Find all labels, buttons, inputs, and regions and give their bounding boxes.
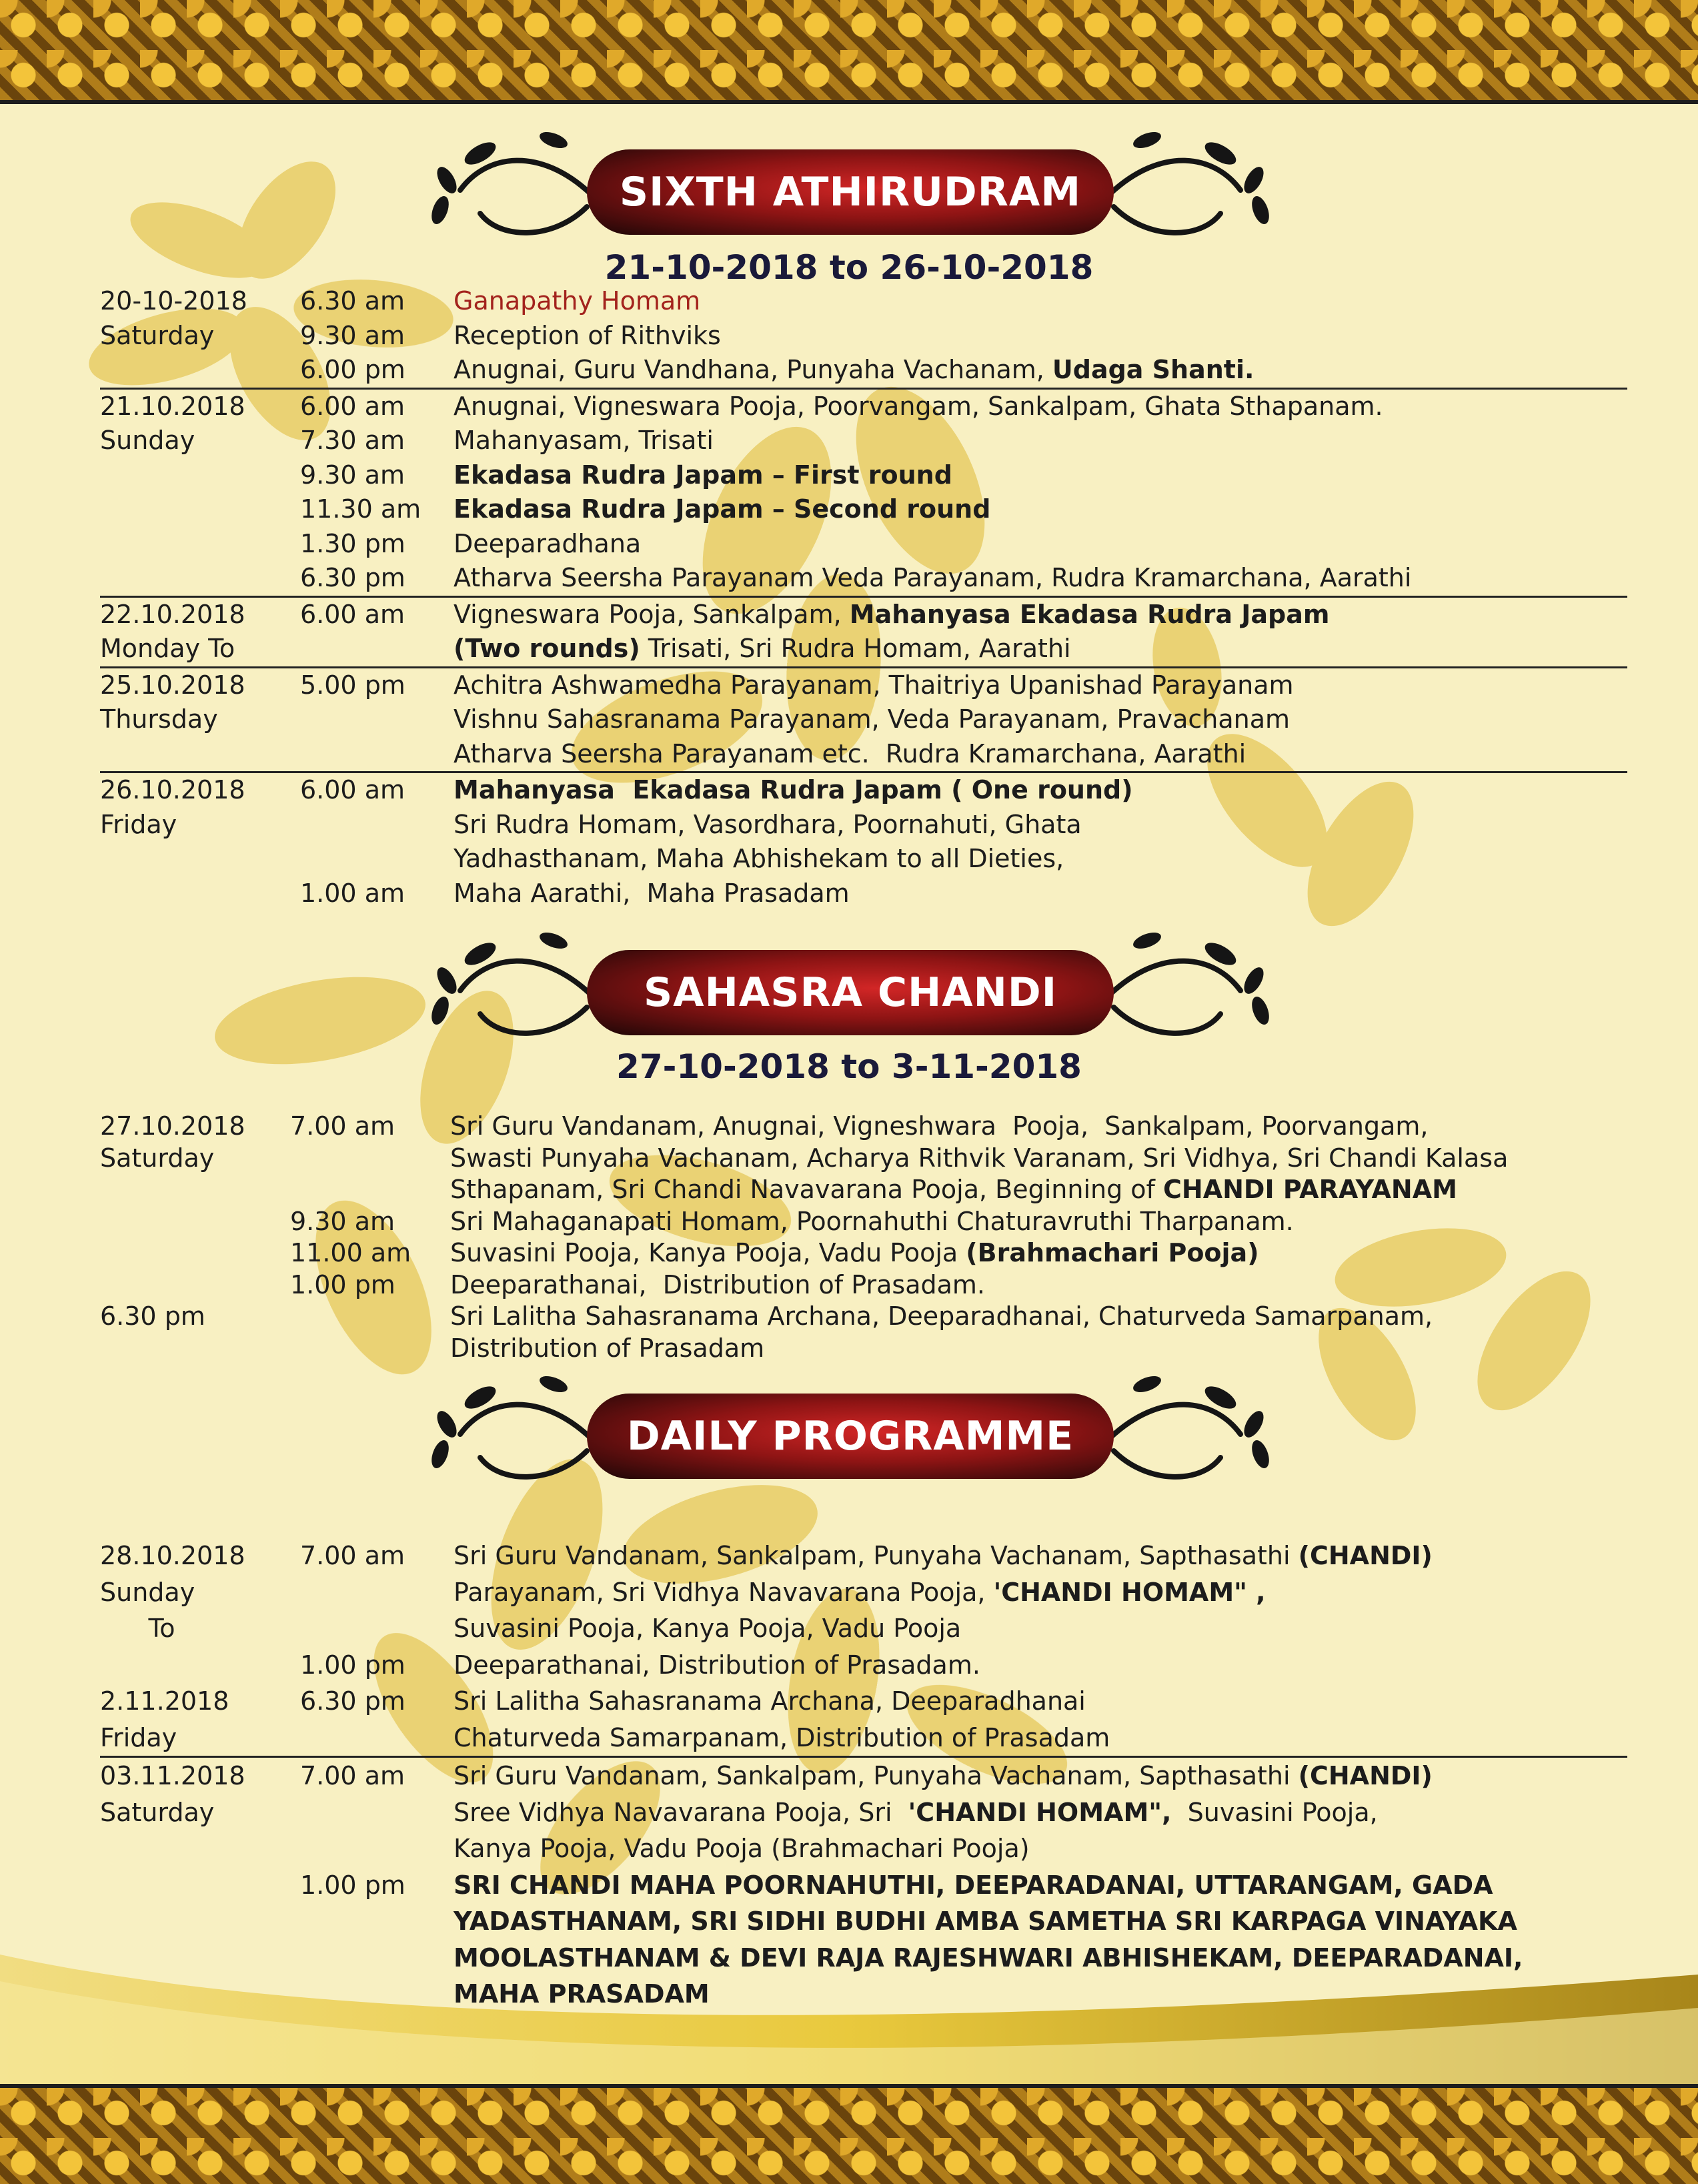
description-text: Sree Vidhya Navavarana Pooja, Sri [454, 1797, 908, 1827]
schedule-description [454, 1940, 1627, 1977]
schedule-row [100, 1111, 1627, 1143]
schedule-day: 27.10.2018 [100, 1111, 245, 1141]
schedule-row [100, 596, 1627, 632]
schedule-day: Saturday [100, 1797, 215, 1827]
schedule-description [454, 877, 1627, 911]
description-text: Vishnu Sahasranama Parayanam, Veda Parayanam, Pravachanam [454, 704, 1291, 734]
schedule-row [100, 1976, 1627, 2013]
schedule-row [100, 284, 1627, 319]
schedule-row [100, 808, 1627, 843]
schedule-row [100, 424, 1627, 458]
schedule-description [454, 1830, 1627, 1867]
description-text: Ekadasa Rudra Japam – Second round [454, 494, 991, 524]
description-text: Mahanyasa Ekadasa Rudra Japam [849, 599, 1330, 629]
description-text: Suvasini Pooja, Kanya Pooja, Vadu Pooja [450, 1238, 966, 1267]
schedule-description [454, 390, 1627, 424]
schedule-time: 6.30 pm [300, 563, 405, 592]
schedule-description [454, 702, 1627, 737]
schedule-description [454, 284, 1627, 319]
description-text: 'CHANDI HOMAM" , [993, 1577, 1266, 1607]
schedule-row [100, 458, 1627, 493]
description-text: Sri Guru Vandanam, Anugnai, Vigneshwara Pooja, Sankalpam, Poorvangam, [450, 1111, 1429, 1141]
schedule-description [454, 1976, 1627, 2013]
schedule-row [100, 388, 1627, 424]
schedule-row [100, 1867, 1627, 1904]
schedule-row [100, 353, 1627, 388]
sahasra-date-range: 27-10-2018 to 3-11-2018 [616, 1047, 1082, 1086]
schedule-day: 03.11.2018 [100, 1761, 245, 1790]
schedule-description [450, 1206, 1627, 1238]
schedule-day: To [100, 1614, 175, 1643]
schedule-row [100, 632, 1627, 666]
schedule-row [100, 1756, 1627, 1794]
schedule-description [454, 808, 1627, 843]
schedule-row [100, 1610, 1627, 1647]
schedule-description [454, 1647, 1627, 1684]
schedule-description [454, 598, 1627, 632]
schedule-time: 6.00 am [300, 599, 405, 629]
schedule-time: 7.00 am [300, 1541, 405, 1570]
schedule-row [100, 561, 1627, 596]
description-text: MOOLASTHANAM & DEVI RAJA RAJESHWARI ABHISHEKAM, DEEPARADANAI, [454, 1943, 1523, 1973]
schedule-description [454, 353, 1627, 388]
schedule-row [100, 1143, 1627, 1175]
description-text: Maha Aarathi, Maha Prasadam [454, 878, 850, 908]
description-text: Sri Lalitha Sahasranama Archana, Deeparadhanai, Chaturveda Samarpanam, [450, 1301, 1433, 1331]
schedule-day: Saturday [100, 320, 215, 350]
description-text: Vigneswara Pooja, Sankalpam, [454, 599, 850, 629]
athirudram-schedule [100, 284, 1627, 911]
schedule-row [100, 877, 1627, 911]
schedule-description [454, 1720, 1627, 1756]
ornamental-border-top [0, 0, 1698, 104]
schedule-row [100, 1269, 1627, 1301]
schedule-time: 1.00 am [300, 878, 405, 908]
schedule-description [454, 773, 1627, 808]
description-text: Parayanam, Sri Vidhya Navavarana Pooja, [454, 1577, 994, 1607]
description-text: Swasti Punyaha Vachanam, Acharya Rithvik Varanam, Sri Vidhya, Sri Chandi Kalasa [450, 1143, 1509, 1173]
schedule-day: Friday [100, 1722, 177, 1752]
description-text: Ganapathy Homam [454, 286, 701, 316]
description-text: Atharva Seersha Parayanam Veda Parayanam, Rudra Kramarchana, Aarathi [454, 563, 1412, 592]
description-text: Anugnai, Guru Vandhana, Punyaha Vachanam, [454, 355, 1052, 384]
schedule-description [454, 1683, 1627, 1720]
description-text: Sri Lalitha Sahasranama Archana, Deeparadhanai [454, 1686, 1086, 1716]
schedule-row [100, 1830, 1627, 1867]
description-text: Mahanyasam, Trisati [454, 426, 714, 455]
schedule-time: 9.30 am [300, 320, 405, 350]
schedule-description [450, 1174, 1627, 1206]
daily-header [420, 1371, 1281, 1484]
daily-title: DAILY PROGRAMME [626, 1413, 1074, 1460]
schedule-time: 11.30 am [300, 494, 421, 524]
description-text: Suvasini Pooja, Kanya Pooja, Vadu Pooja [454, 1614, 962, 1643]
schedule-day: 2.11.2018 [100, 1686, 229, 1716]
description-text: Deeparadhana [454, 528, 642, 558]
schedule-day: 6.30 pm [100, 1301, 205, 1331]
schedule-day: 25.10.2018 [100, 670, 245, 700]
schedule-row [100, 1206, 1627, 1238]
description-text: Achitra Ashwamedha Parayanam, Thaitriya Upanishad Parayanam [454, 670, 1294, 700]
schedule-day: 21.10.2018 [100, 391, 245, 421]
schedule-time: 1.00 pm [290, 1269, 395, 1299]
schedule-description [454, 561, 1627, 596]
description-text: Deeparathanai, Distribution of Prasadam. [454, 1650, 980, 1680]
description-text: Distribution of Prasadam [450, 1333, 765, 1363]
description-text: Atharva Seersha Parayanam etc. Rudra Kramarchana, Aarathi [454, 738, 1246, 768]
schedule-row [100, 1683, 1627, 1720]
schedule-row [100, 702, 1627, 737]
schedule-time: 7.00 am [290, 1111, 395, 1141]
schedule-description [450, 1143, 1627, 1175]
schedule-time: 9.30 am [290, 1206, 395, 1236]
schedule-day: 20-10-2018 [100, 286, 247, 316]
schedule-description [454, 492, 1627, 527]
description-text: (CHANDI) [1298, 1541, 1433, 1570]
description-text: Sri Mahaganapati Homam, Poornahuthi Chaturavruthi Tharpanam. [450, 1206, 1294, 1236]
schedule-description [454, 1758, 1627, 1794]
ornamental-border-bottom [0, 2084, 1698, 2184]
schedule-time: 1.00 pm [300, 1870, 405, 1900]
schedule-row [100, 1174, 1627, 1206]
schedule-time: 6.00 am [300, 391, 405, 421]
schedule-day: Friday [100, 809, 177, 839]
schedule-time: 6.30 pm [300, 1686, 405, 1716]
athirudram-title: SIXTH ATHIRUDRAM [619, 169, 1082, 215]
schedule-description [454, 424, 1627, 458]
schedule-description [454, 527, 1627, 562]
schedule-description [450, 1301, 1627, 1333]
schedule-row [100, 319, 1627, 354]
schedule-row [100, 1720, 1627, 1756]
schedule-row [100, 737, 1627, 772]
schedule-row [100, 771, 1627, 808]
schedule-description [450, 1333, 1627, 1365]
description-text: SRI CHANDI MAHA POORNAHUTHI, DEEPARADANAI, UTTARANGAM, GADA [454, 1870, 1493, 1900]
schedule-description [450, 1111, 1627, 1143]
description-text: Yadhasthanam, Maha Abhishekam to all Dieties, [454, 844, 1064, 873]
schedule-row [100, 1574, 1627, 1611]
schedule-time: 6.30 am [300, 286, 405, 316]
sahasra-title: SAHASRA CHANDI [643, 969, 1058, 1016]
schedule-time: 7.00 am [300, 1761, 405, 1790]
sahasra-header [420, 927, 1281, 1041]
schedule-row [100, 1301, 1627, 1333]
schedule-row [100, 492, 1627, 527]
schedule-day: 26.10.2018 [100, 775, 245, 804]
schedule-description [454, 1903, 1627, 1940]
description-text: YADASTHANAM, SRI SIDHI BUDHI AMBA SAMETHA SRI KARPAGA VINAYAKA [454, 1906, 1517, 1936]
schedule-description [454, 842, 1627, 877]
sahasra-title-badge [587, 950, 1114, 1035]
schedule-row [100, 842, 1627, 877]
daily-schedule [100, 1538, 1627, 2013]
schedule-day: Sunday [100, 1577, 195, 1607]
description-text: 'CHANDI HOMAM", [908, 1797, 1172, 1827]
schedule-description [454, 1538, 1627, 1574]
schedule-row [100, 1903, 1627, 1940]
schedule-row [100, 1237, 1627, 1269]
schedule-row [100, 1940, 1627, 1977]
schedule-time: 6.00 am [300, 775, 405, 804]
schedule-day: Thursday [100, 704, 218, 734]
schedule-description [450, 1269, 1627, 1301]
description-text: (Two rounds) [454, 634, 640, 663]
schedule-time: 5.00 pm [300, 670, 405, 700]
schedule-row [100, 1647, 1627, 1684]
schedule-time: 1.30 pm [300, 528, 405, 558]
schedule-row [100, 1333, 1627, 1365]
schedule-description [454, 1610, 1627, 1647]
description-text: Deeparathanai, Distribution of Prasadam. [450, 1269, 985, 1299]
schedule-day: Monday To [100, 634, 235, 663]
sahasra-schedule [100, 1111, 1627, 1364]
schedule-description [454, 319, 1627, 354]
description-text: Anugnai, Vigneswara Pooja, Poorvangam, Sankalpam, Ghata Sthapanam. [454, 391, 1383, 421]
description-text: Sri Rudra Homam, Vasordhara, Poornahuti, Ghata [454, 809, 1082, 839]
schedule-row [100, 1794, 1627, 1831]
description-text: CHANDI PARAYANAM [1163, 1175, 1457, 1204]
description-text: (CHANDI) [1298, 1761, 1433, 1790]
schedule-row [100, 1538, 1627, 1574]
schedule-description [454, 1794, 1627, 1831]
schedule-day: Saturday [100, 1143, 215, 1173]
athirudram-date-range: 21-10-2018 to 26-10-2018 [604, 248, 1094, 287]
description-text: Sthapanam, Sri Chandi Navavarana Pooja, Beginning of [450, 1175, 1163, 1204]
schedule-time: 9.30 am [300, 460, 405, 490]
schedule-description [454, 458, 1627, 493]
schedule-description [454, 1574, 1627, 1611]
description-text: Kanya Pooja, Vadu Pooja (Brahmachari Pooja) [454, 1834, 1030, 1863]
description-text: Trisati, Sri Rudra Homam, Aarathi [640, 634, 1071, 663]
schedule-description [454, 1867, 1627, 1904]
description-text: Mahanyasa Ekadasa Rudra Japam ( One round) [454, 775, 1133, 804]
schedule-row [100, 527, 1627, 562]
description-text: Chaturveda Samarpanam, Distribution of Prasadam [454, 1722, 1110, 1752]
description-text: Udaga Shanti. [1052, 355, 1254, 384]
description-text: Suvasini Pooja, [1171, 1797, 1378, 1827]
schedule-row [100, 666, 1627, 703]
schedule-time: 7.30 am [300, 426, 405, 455]
description-text: (Brahmachari Pooja) [966, 1238, 1259, 1267]
description-text: Sri Guru Vandanam, Sankalpam, Punyaha Vachanam, Sapthasathi [454, 1761, 1299, 1790]
schedule-time: 6.00 pm [300, 355, 405, 384]
schedule-time: 1.00 pm [300, 1650, 405, 1680]
schedule-description [454, 737, 1627, 772]
schedule-day: 28.10.2018 [100, 1541, 245, 1570]
schedule-day: Sunday [100, 426, 195, 455]
athirudram-title-badge [587, 149, 1114, 235]
description-text: Sri Guru Vandanam, Sankalpam, Punyaha Vachanam, Sapthasathi [454, 1541, 1299, 1570]
schedule-day: 22.10.2018 [100, 599, 245, 629]
schedule-description [454, 668, 1627, 703]
description-text: Reception of Rithviks [454, 320, 721, 350]
description-text: MAHA PRASADAM [454, 1979, 710, 2009]
schedule-time: 11.00 am [290, 1238, 411, 1267]
schedule-description [450, 1237, 1627, 1269]
daily-title-badge [587, 1394, 1114, 1479]
description-text: Ekadasa Rudra Japam – First round [454, 460, 952, 490]
schedule-description [454, 632, 1627, 666]
athirudram-header [420, 127, 1281, 240]
